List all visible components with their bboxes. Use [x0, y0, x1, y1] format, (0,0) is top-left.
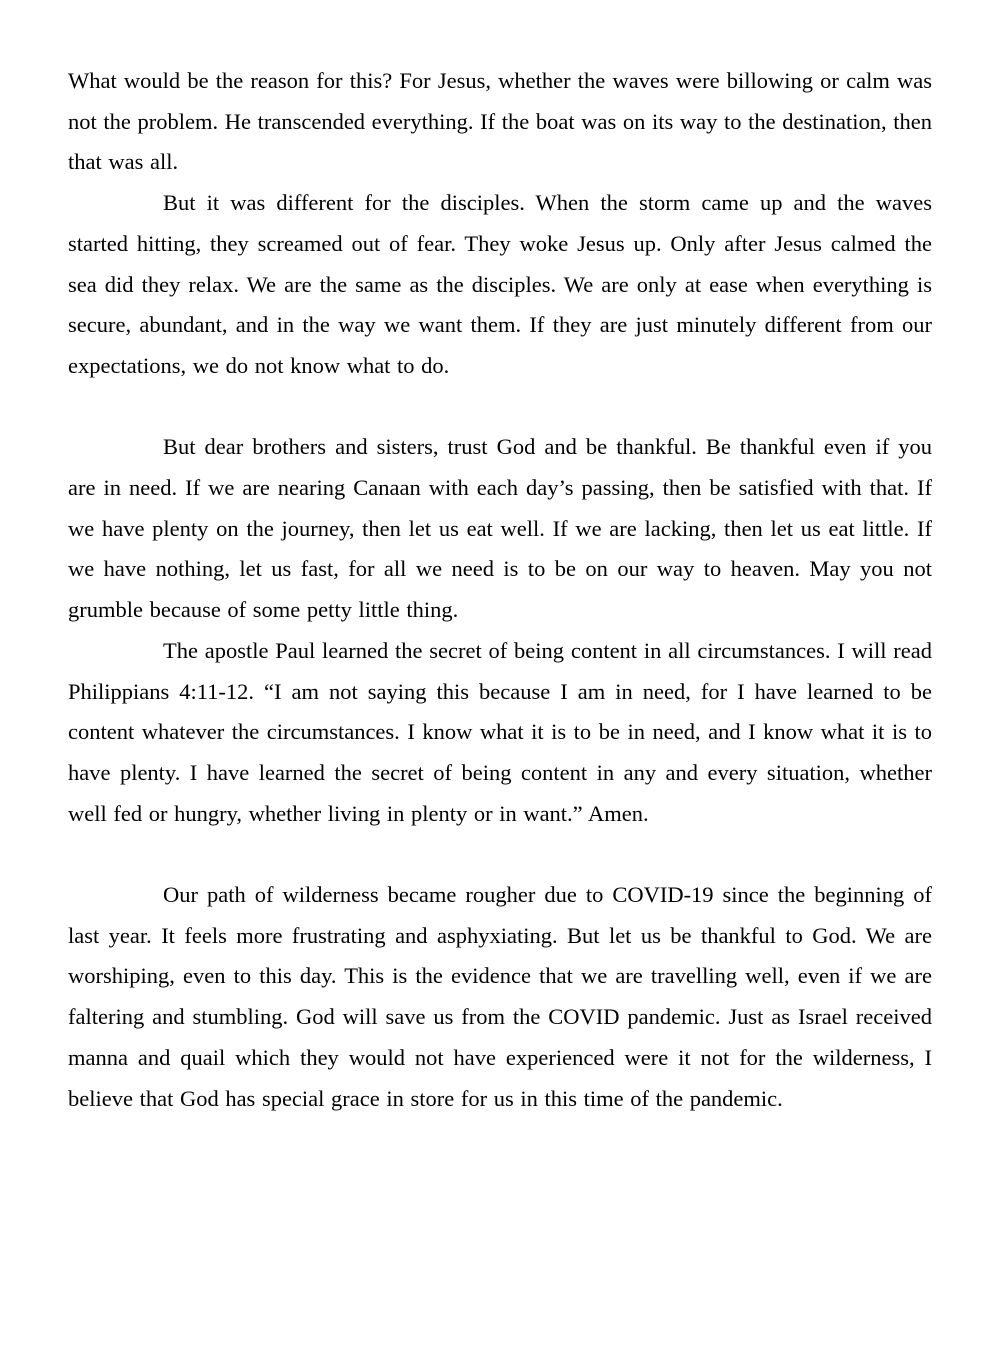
- paragraph-paul: The apostle Paul learned the secret of being content in all circumstances. I will read Philippians 4:11-12. “I am not saying this because I am in need, for I have learned to be content whatever the circumstances. I know what it is to be in need, and I know what it is to have plenty. I have learned the secret of being content in any and every situation, whether well fed or hungry, whether living in plenty or in want.” Amen.: [68, 637, 932, 826]
- paragraph-disciples: But it was different for the disciples. When the storm came up and the waves started hitting, they screamed out of fear. They woke Jesus up. Only after Jesus calmed the sea did they relax. We are the same as the disciples. We are only at ease when everything is secure, abundant, and in the way we want them. If they are just minutely different from our expectations, we do not know what to do.: [68, 190, 932, 378]
- paragraph-thankful: But dear brothers and sisters, trust God and be thankful. Be thankful even if you are in need. If we are nearing Canaan with each day’s passing, then be satisfied with that. If we have plenty on the journey, then let us eat well. If we are lacking, then let us eat little. If we have nothing, let us fast, for all we need is to be on our way to heaven. May you not grumble because of some petty little thing.: [68, 434, 932, 623]
- paragraph-reason: What would be the reason for this? For Jesus, whether the waves were billowing or calm was not the problem. He transcended everything. If the boat was on its way to the destination, then that was all.: [68, 68, 932, 175]
- document-page: [68, 61, 932, 1119]
- paragraph-covid: Our path of wilderness became rougher due to COVID-19 since the beginning of last year. It feels more frustrating and asphyxiating. But let us be thankful to God. We are worshiping, even to this day. This is the evidence that we are travelling well, even if we are faltering and stumbling. God will save us from the COVID pandemic. Just as Israel received manna and quail which they would not have experienced were it not for the wilderness, I believe that God has special grace in store for us in this time of the pandemic.: [68, 882, 932, 1111]
